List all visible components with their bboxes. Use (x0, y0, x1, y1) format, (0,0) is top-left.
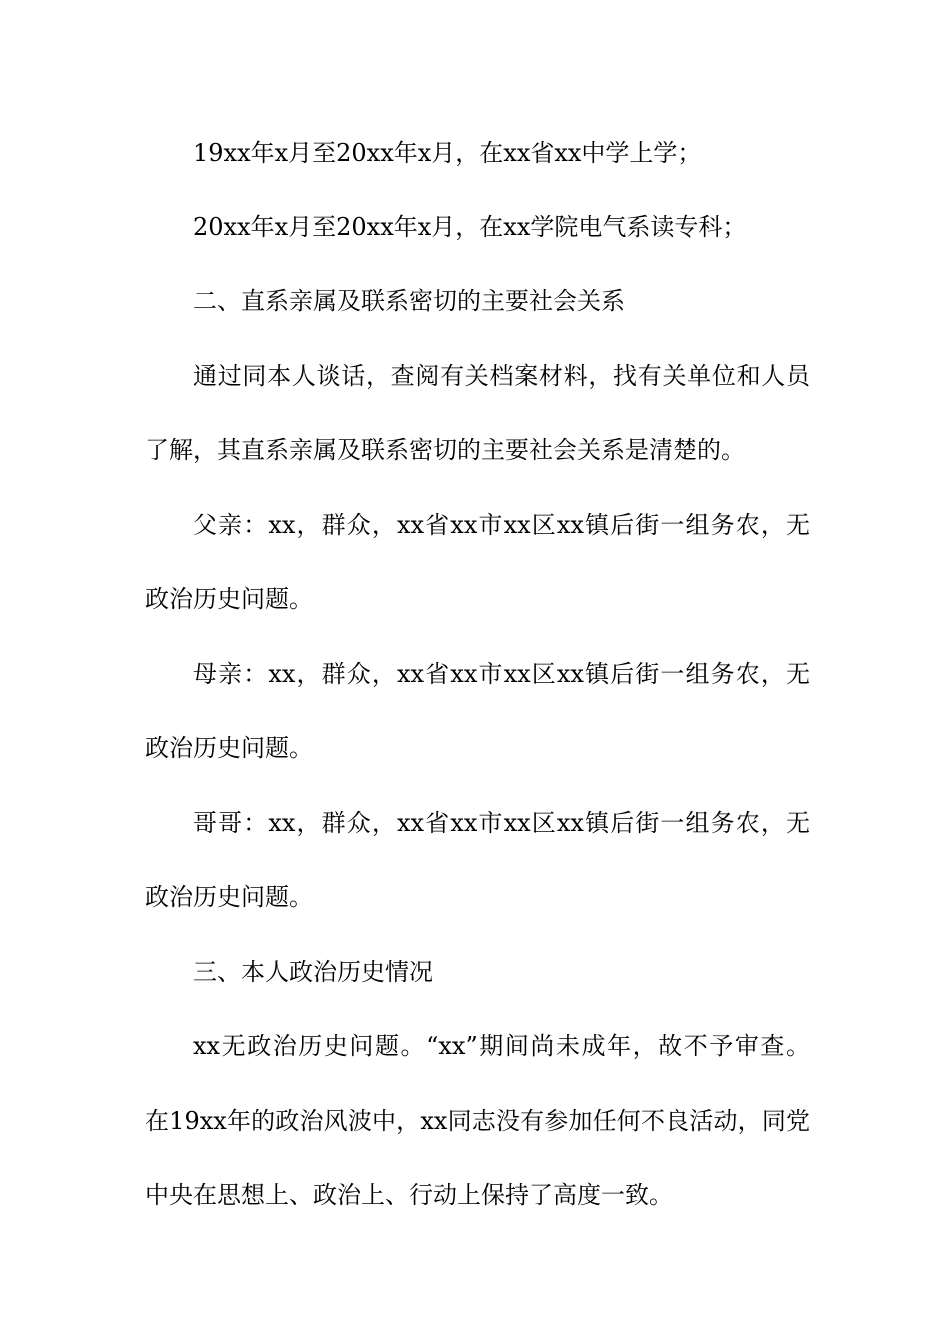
relatives-intro-line-1: 通过同本人谈话，查阅有关档案材料，找有关单位和人员 (193, 362, 810, 390)
father-line-1: 父亲：xx，群众，xx省xx市xx区xx镇后街一组务农，无 (193, 511, 810, 539)
education-line-1: 19xx年x月至20xx年x月，在xx省xx中学上学； (193, 139, 702, 167)
section-heading-political-history: 三、本人政治历史情况 (193, 958, 433, 986)
brother-line-1: 哥哥：xx，群众，xx省xx市xx区xx镇后街一组务农，无 (193, 809, 810, 837)
political-history-line-3: 中央在思想上、政治上、行动上保持了高度一致。 (145, 1181, 673, 1209)
father-line-2: 政治历史问题。 (145, 585, 313, 613)
political-history-line-2: 在19xx年的政治风波中，xx同志没有参加任何不良活动，同党 (145, 1107, 810, 1135)
section-heading-relatives: 二、直系亲属及联系密切的主要社会关系 (193, 287, 625, 315)
education-line-2: 20xx年x月至20xx年x月，在xx学院电气系读专科； (193, 213, 747, 241)
political-history-line-1: xx无政治历史问题。“xx”期间尚未成年，故不予审查。 (193, 1032, 810, 1060)
relatives-intro-line-2: 了解，其直系亲属及联系密切的主要社会关系是清楚的。 (145, 436, 745, 464)
brother-line-2: 政治历史问题。 (145, 883, 313, 911)
mother-line-1: 母亲：xx，群众，xx省xx市xx区xx镇后街一组务农，无 (193, 660, 810, 688)
mother-line-2: 政治历史问题。 (145, 734, 313, 762)
